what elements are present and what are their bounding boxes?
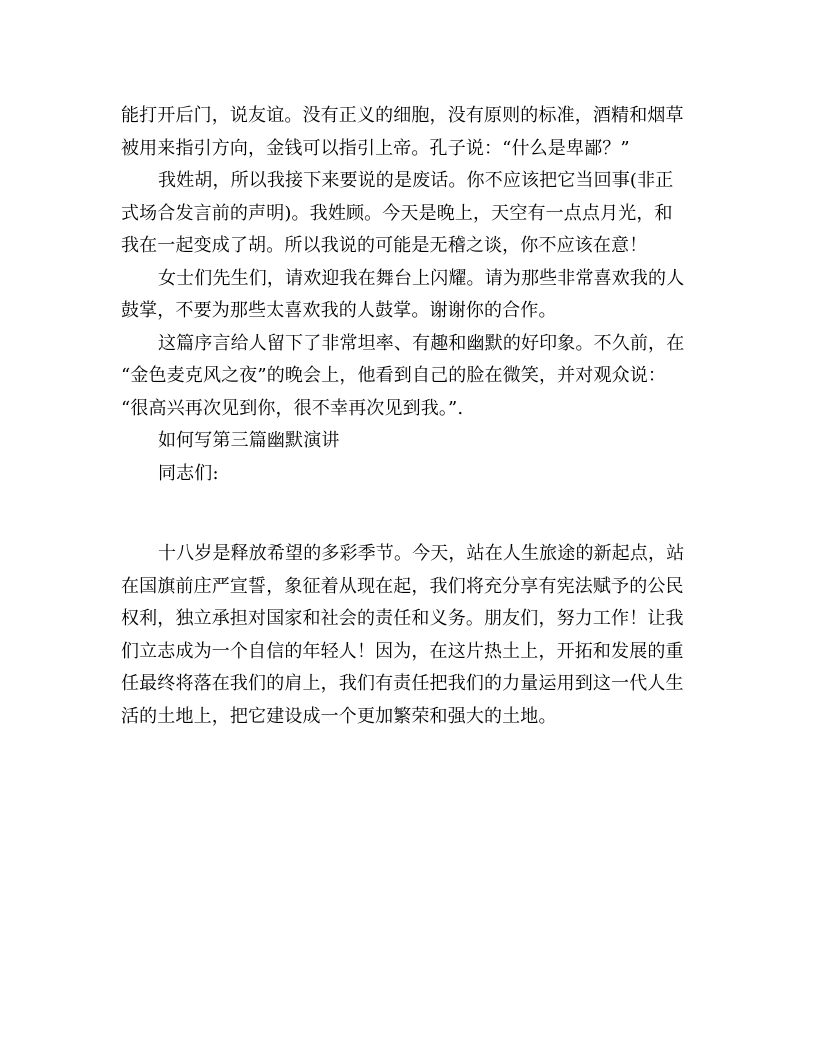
- text-line: 被用来指引方向，金钱可以指引上帝。孔子说：“什么是卑鄙？”: [121, 137, 630, 159]
- text-line: 我姓胡，所以我接下来要说的是废话。你不应该把它当回事(非正: [158, 170, 674, 191]
- paragraph-2: [121, 165, 701, 263]
- document-page: [121, 100, 701, 733]
- text-line: 鼓掌，不要为那些太喜欢我的人鼓掌。谢谢你的合作。: [121, 300, 557, 321]
- text-line: 权利，独立承担对国家和社会的责任和义务。朋友们，努力工作！让我: [121, 608, 684, 629]
- text-line: 十八岁是释放希望的多彩季节。今天，站在人生旅途的新起点，站: [158, 543, 685, 564]
- section-heading: 如何写第三篇幽默演讲: [158, 430, 340, 451]
- paragraph-1: [121, 100, 701, 165]
- paragraph-5: [121, 538, 701, 733]
- paragraph-3: [121, 263, 701, 328]
- blank-gap: [121, 490, 701, 538]
- text-line: 能打开后门，说友谊。没有正义的细胞，没有原则的标准，酒精和烟草: [121, 105, 684, 126]
- text-line: 在国旗前庄严宣誓，象征着从现在起，我们将充分享有宪法赋予的公民: [121, 575, 684, 597]
- text-line: 们立志成为一个自信的年轻人！因为，在这片热土上，开拓和发展的重: [121, 640, 684, 662]
- text-line: 我在一起变成了胡。所以我说的可能是无稽之谈，你不应该在意！: [121, 235, 648, 256]
- paragraph-4: [121, 328, 701, 426]
- salutation: 同志们:: [158, 462, 219, 484]
- text-line: “金色麦克风之夜”的晚会上，他看到自己的脸在微笑，并对观众说：: [121, 365, 667, 386]
- text-line: 活的土地上，把它建设成一个更加繁荣和强大的土地。: [121, 705, 557, 727]
- text-line: 女士们先生们，请欢迎我在舞台上闪耀。请为那些非常喜欢我的人: [158, 267, 685, 289]
- text-line: 任最终将落在我们的肩上，我们有责任把我们的力量运用到这一代人生: [121, 673, 684, 694]
- text-line: 式场合发言前的声明)。我姓顾。今天是晚上，天空有一点点月光，和: [121, 202, 673, 224]
- text-line: “很高兴再次见到你，很不幸再次见到我。”.: [121, 397, 464, 419]
- text-line: 这篇序言给人留下了非常坦率、有趣和幽默的好印象。不久前，在: [158, 332, 685, 354]
